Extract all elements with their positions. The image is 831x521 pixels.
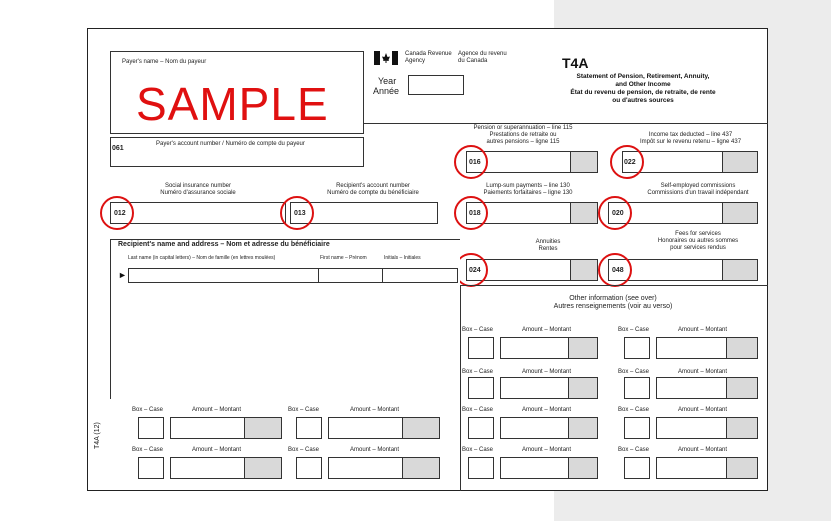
sin-label-en: Social insurance number	[164, 183, 232, 189]
bottom-amount-label-7: Amount – Montant	[522, 447, 572, 453]
other-box-label-2: Box – Case	[618, 327, 650, 333]
bottom-amount-2-cents	[402, 418, 439, 438]
other-amount-1-cents	[568, 338, 597, 358]
other-amount-label-3: Amount – Montant	[522, 369, 572, 375]
other-box-label-4: Box – Case	[618, 369, 650, 375]
bottom-box-label-4: Box – Case	[618, 407, 650, 413]
other-box-1[interactable]	[468, 337, 494, 359]
payer-name-label: Payer's name – Nom du payeur	[122, 59, 207, 65]
highlight-circle-016	[454, 145, 488, 179]
code-016: 016	[469, 159, 481, 166]
tax-022-cents	[722, 152, 757, 172]
label-048-2: Honoraires ou autres sommes	[657, 238, 739, 244]
other-info-title-en: Other information (see over)	[569, 295, 657, 302]
label-016-3: autres pensions – ligne 115	[486, 139, 560, 145]
other-box-4[interactable]	[624, 377, 650, 399]
code-024: 024	[469, 267, 481, 274]
bottom-amount-3-cents	[568, 418, 597, 438]
subtitle-en-1: Statement of Pension, Retirement, Annuity,	[576, 73, 710, 80]
bottom-box-label-2: Box – Case	[288, 407, 320, 413]
label-024-2: Rentes	[538, 246, 558, 252]
subtitle-fr-1: État du revenu de pension, de retraite, de rente	[570, 89, 716, 96]
label-022-1: Income tax deducted – line 437	[648, 132, 733, 138]
label-018-1: Lump-sum payments – line 130	[486, 183, 570, 189]
bottom-amount-label-5: Amount – Montant	[192, 447, 242, 453]
other-box-2[interactable]	[624, 337, 650, 359]
subtitle-en-2: and Other Income	[615, 81, 671, 88]
bottom-box-3[interactable]	[468, 417, 494, 439]
label-024-1: Annuities	[535, 239, 561, 245]
bottom-box-label-8: Box – Case	[618, 447, 650, 453]
pension-016-cents	[570, 152, 597, 172]
bottom-amount-1-cents	[244, 418, 281, 438]
recipient-name-input[interactable]	[128, 268, 458, 283]
bottom-box-7[interactable]	[468, 457, 494, 479]
initials-divider	[382, 268, 383, 283]
last-name-label: Last name (in capital letters) – Nom de famille (en lettres moulées)	[128, 255, 276, 261]
code-012: 012	[114, 210, 126, 217]
sample-watermark: SAMPLE	[136, 78, 329, 130]
form-subtitle	[550, 73, 736, 105]
bottom-box-label-7: Box – Case	[462, 447, 494, 453]
other-info-top-border	[460, 285, 768, 286]
highlight-circle-048	[598, 253, 632, 287]
bottom-box-2[interactable]	[296, 417, 322, 439]
highlight-circle-013	[280, 196, 314, 230]
bottom-amount-4-cents	[726, 418, 757, 438]
header-divider	[364, 123, 768, 124]
label-016-1: Pension or superannuation – line 115	[473, 125, 573, 131]
bottom-amount-7-cents	[568, 458, 597, 478]
highlight-circle-018	[454, 196, 488, 230]
other-amount-label-2: Amount – Montant	[678, 327, 728, 333]
bottom-amount-label-4: Amount – Montant	[678, 407, 728, 413]
form-title: T4A	[562, 55, 589, 71]
other-amount-4-cents	[726, 378, 757, 398]
bottom-amount-label-8: Amount – Montant	[678, 447, 728, 453]
bottom-box-6[interactable]	[296, 457, 322, 479]
other-info-title-fr: Autres renseignements (voir au verso)	[553, 303, 673, 310]
bottom-box-label-1: Box – Case	[132, 407, 164, 413]
other-box-3[interactable]	[468, 377, 494, 399]
other-info-left-border	[460, 285, 461, 491]
lumpsum-018-cents	[570, 203, 597, 223]
recipient-account-label-fr: Numéro de compte du bénéficiaire	[327, 190, 419, 196]
annuities-024-cents	[570, 260, 597, 280]
recipient-header: Recipient's name and address – Nom et adresse du bénéficiaire	[118, 241, 330, 248]
highlight-circle-022	[610, 145, 644, 179]
first-name-divider	[318, 268, 319, 283]
label-020-2: Commissions d'un travail indépendant	[647, 190, 749, 196]
other-amount-2-cents	[726, 338, 757, 358]
bottom-box-1[interactable]	[138, 417, 164, 439]
other-amount-label-4: Amount – Montant	[678, 369, 728, 375]
bottom-amount-5-cents	[244, 458, 281, 478]
other-box-label-3: Box – Case	[462, 369, 494, 375]
bottom-amount-label-2: Amount – Montant	[350, 407, 400, 413]
canada-flag-icon	[374, 51, 398, 65]
bottom-box-label-6: Box – Case	[288, 447, 320, 453]
bottom-amount-label-6: Amount – Montant	[350, 447, 400, 453]
label-018-2: Paiements forfaitaires – ligne 130	[483, 190, 573, 196]
label-016-2: Prestations de retraite ou	[489, 132, 557, 138]
highlight-circle-020	[598, 196, 632, 230]
subtitle-fr-2: ou d'autres sources	[612, 97, 674, 104]
label-020-1: Self-employed commissions	[660, 183, 736, 189]
label-022-2: Impôt sur le revenu retenu – ligne 437	[639, 139, 742, 145]
initials-label: Initials – Initiales	[384, 255, 421, 261]
code-018: 018	[469, 210, 481, 217]
recipient-account-label-en: Recipient's account number	[336, 183, 410, 189]
arrow-icon: ►	[118, 270, 127, 280]
other-box-label-1: Box – Case	[462, 327, 494, 333]
t4a-form	[87, 28, 768, 491]
bottom-amount-label-3: Amount – Montant	[522, 407, 572, 413]
side-form-label: T4A (12)	[94, 422, 101, 449]
bottom-box-8[interactable]	[624, 457, 650, 479]
other-amount-3-cents	[568, 378, 597, 398]
label-048-3: pour services rendus	[670, 245, 726, 251]
agency-en: Canada Revenue Agency	[405, 51, 452, 64]
payer-account-label: Payer's account number / Numéro de compte du payeur	[156, 141, 305, 147]
code-020: 020	[612, 210, 624, 217]
bottom-amount-6-cents	[402, 458, 439, 478]
code-022: 022	[624, 159, 636, 166]
other-amount-label-1: Amount – Montant	[522, 327, 572, 333]
code-048: 048	[612, 267, 624, 274]
fees-048-cents	[722, 260, 757, 280]
bottom-box-4[interactable]	[624, 417, 650, 439]
year-label-en: Year	[378, 76, 397, 86]
sin-012-input[interactable]	[110, 202, 286, 224]
highlight-circle-012	[100, 196, 134, 230]
first-name-label: First name – Prénom	[320, 255, 367, 261]
recipient-block	[110, 239, 460, 399]
year-input[interactable]	[408, 75, 464, 95]
year-label-fr: Année	[373, 86, 400, 96]
bottom-box-5[interactable]	[138, 457, 164, 479]
bottom-box-label-3: Box – Case	[462, 407, 494, 413]
label-048-1: Fees for services	[675, 231, 721, 237]
code-061: 061	[112, 145, 124, 152]
agency-fr: Agence du revenu du Canada	[458, 51, 507, 64]
code-013: 013	[294, 210, 306, 217]
bottom-amount-8-cents	[726, 458, 757, 478]
sin-label-fr: Numéro d'assurance sociale	[160, 190, 236, 196]
bottom-box-label-5: Box – Case	[132, 447, 164, 453]
bottom-amount-label-1: Amount – Montant	[192, 407, 242, 413]
commissions-020-cents	[722, 203, 757, 223]
